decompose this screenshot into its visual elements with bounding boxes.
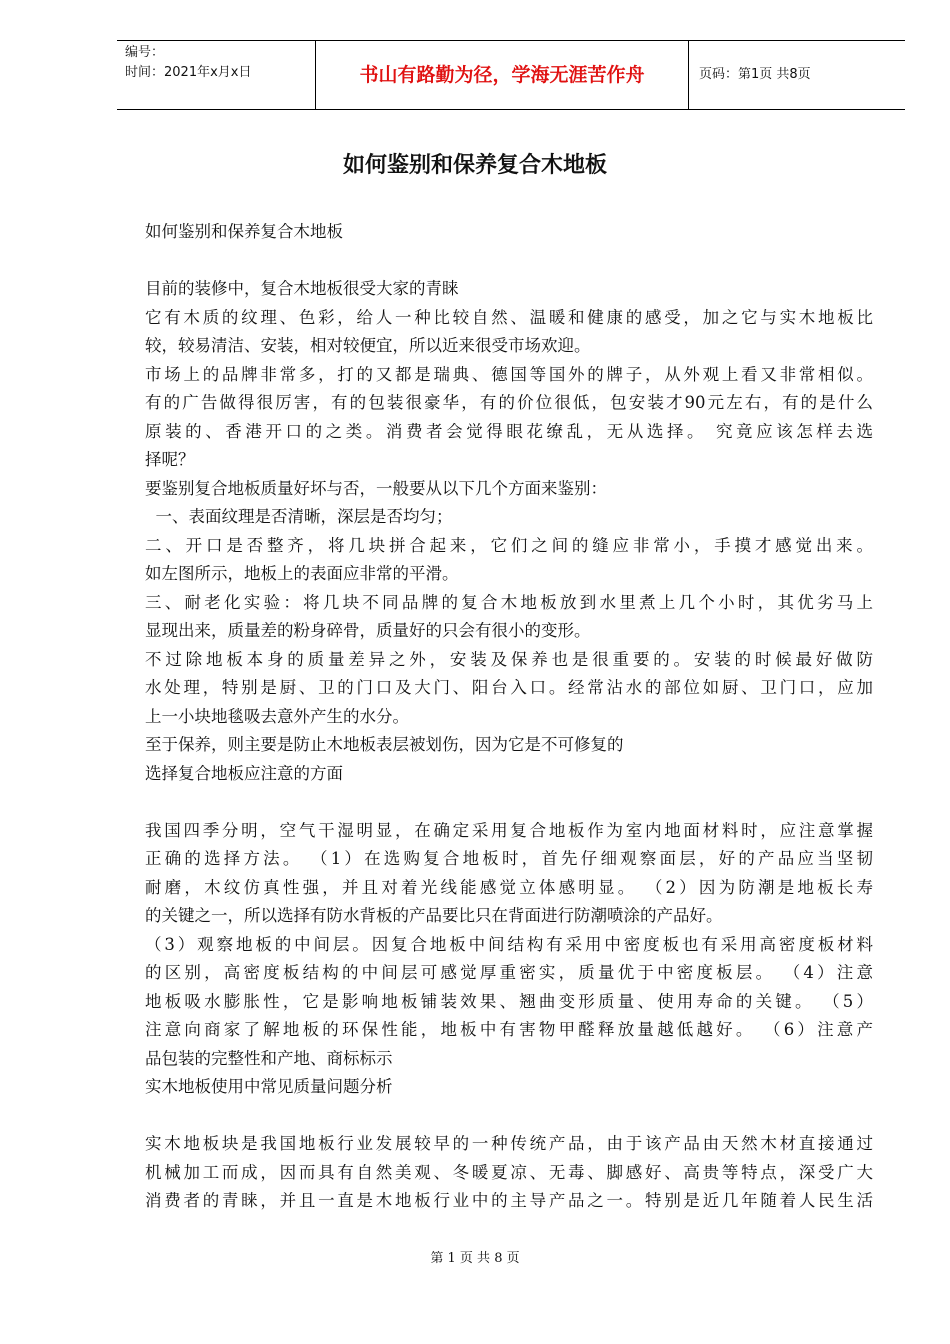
- header-motto: 书山有路勤为径，学海无涯苦作舟: [315, 41, 689, 109]
- text-line: 上一小块地毯吸去意外产生的水分。: [145, 706, 409, 726]
- text-line: 市场上的品牌非常多，打的又都是瑞典、德国等国外的牌子，从外观上看又非常相似。: [145, 364, 873, 384]
- text-line: 的关键之一，所以选择有防水背板的产品要比只在背面进行防潮喷涂的产品好。: [145, 906, 723, 925]
- text-line: 目前的装修中，复合木地板很受大家的青睐: [145, 279, 459, 298]
- text-line: 消费者的青睐，并且一直是木地板行业中的主导产品之一。特别是近几年随着人民生活: [145, 1191, 873, 1210]
- text-line: 实木地板块是我国地板行业发展较早的一种传统产品，由于该产品由天然木材直接通过: [145, 1134, 873, 1153]
- text-line: 要鉴别复合地板质量好坏与否，一般要从以下几个方面来鉴别：: [145, 478, 607, 498]
- text-line: 品包装的完整性和产地、商标标示: [145, 1048, 393, 1068]
- text-line: 如何鉴别和保养复合木地板: [145, 222, 343, 241]
- page-header: [117, 40, 905, 110]
- text-line: 有的广告做得很厉害，有的包装很豪华，有的价位很低，包安装才90元左右，有的是什么: [145, 393, 873, 412]
- text-line: 耐磨，木纹仿真性强，并且对着光线能感觉立体感明显。 （2）因为防潮是地板长寿: [145, 877, 873, 897]
- text-line: 地板吸水膨胀性，它是影响地板铺装效果、翘曲变形质量、使用寿命的关键。 （5）: [145, 991, 873, 1011]
- document-number-label: 编号：: [125, 45, 165, 60]
- text-line: 注意向商家了解地板的环保性能，地板中有害物甲醛释放量越低越好。 （6）注意产: [145, 1020, 873, 1039]
- text-line: 较，较易清洁、安装，相对较便宜，所以近来很受市场欢迎。: [145, 336, 591, 355]
- text-line: 实木地板使用中常见质量问题分析: [145, 1077, 393, 1096]
- document-title: 如何鉴别和保养复合木地板: [342, 153, 607, 178]
- document-time-label: 时间：2021年x月x日: [125, 65, 252, 80]
- text-line: 不过除地板本身的质量差异之外，安装及保养也是很重要的。安装的时候最好做防: [145, 649, 873, 669]
- text-line: 显现出来，质量差的粉身碎骨，质量好的只会有很小的变形。: [145, 621, 591, 640]
- text-line: 的区别，高密度板结构的中间层可感觉厚重密实，质量优于中密度板层。 （4）注意: [145, 963, 873, 982]
- page-footer: 第 1 页 共 8 页: [430, 1251, 520, 1266]
- text-line: 原装的、香港开口的之类。消费者会觉得眼花缭乱，无从选择。 究竟应该怎样去选: [145, 421, 873, 441]
- text-line: 机械加工而成，因而具有自然美观、冬暖夏凉、无毒、脚感好、高贵等特点，深受广大: [145, 1162, 873, 1182]
- header-page-info: 页码：第1页 共8页: [699, 67, 811, 82]
- header-meta: [117, 41, 315, 109]
- blank-line: [145, 247, 873, 276]
- text-line: 一、表面纹理是否清晰，深层是否均匀；: [145, 507, 453, 526]
- text-line: 它有木质的纹理、色彩，给人一种比较自然、温暖和健康的感受，加之它与实木地板比: [145, 307, 873, 327]
- blank-line: [145, 1102, 873, 1131]
- text-line: 正确的选择方法。 （1）在选购复合地板时，首先仔细观察面层，好的产品应当坚韧: [145, 849, 873, 868]
- text-line: （3）观察地板的中间层。因复合地板中间结构有采用中密度板也有采用高密度板材料: [145, 934, 873, 954]
- document-body: [145, 218, 873, 1216]
- text-line: 如左图所示，地板上的表面应非常的平滑。: [145, 564, 459, 583]
- text-line: 二、开口是否整齐，将几块拼合起来，它们之间的缝应非常小，手摸才感觉出来。: [145, 535, 873, 555]
- text-line: 至于保养，则主要是防止木地板表层被划伤，因为它是不可修复的: [145, 735, 624, 754]
- text-line: 择呢？: [145, 450, 195, 469]
- blank-line: [145, 788, 873, 817]
- text-line: 选择复合地板应注意的方面: [145, 763, 343, 783]
- text-line: 三、耐老化实验：将几块不同品牌的复合木地板放到水里煮上几个小时，其优劣马上: [145, 592, 873, 612]
- text-line: 水处理，特别是厨、卫的门口及大门、阳台入口。经常沾水的部位如厨、卫门口，应加: [145, 678, 873, 697]
- text-line: 我国四季分明，空气干湿明显，在确定采用复合地板作为室内地面材料时，应注意掌握: [145, 820, 873, 840]
